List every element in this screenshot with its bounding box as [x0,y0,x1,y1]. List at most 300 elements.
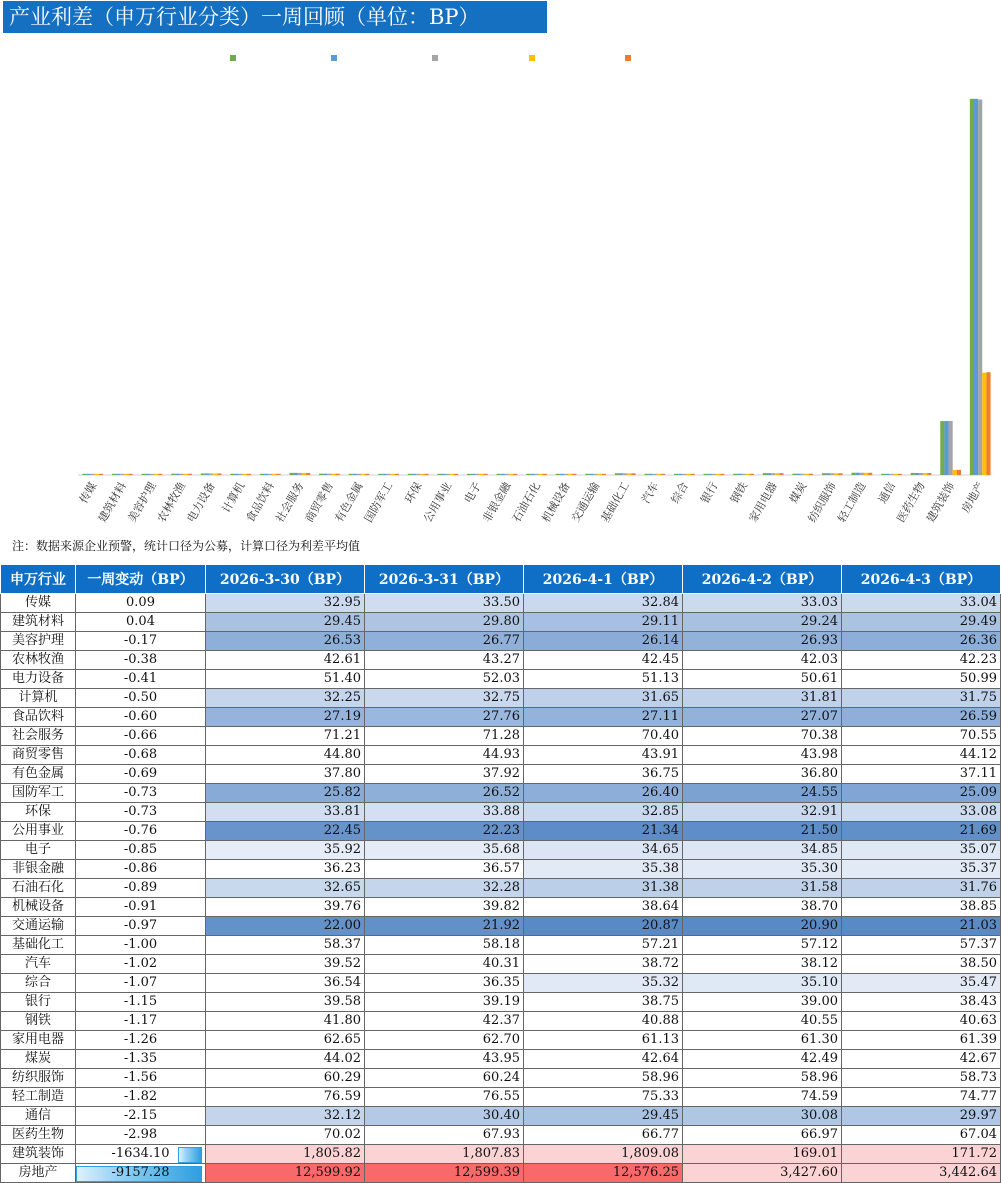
cell-date-2: 32.75 [365,689,524,708]
change-value: -0.73 [123,804,158,819]
cell-date-4: 34.85 [683,841,842,860]
bar-1 [171,474,175,475]
cell-date-4: 39.00 [683,993,842,1012]
cell-date-5: 38.43 [842,993,1001,1012]
cell-industry: 公用事业 [1,822,76,841]
cell-date-1: 32.65 [206,879,365,898]
cell-week-change [76,1145,206,1164]
bar-4 [923,473,927,475]
change-value: -1.02 [123,956,158,971]
cell-industry: 银行 [1,993,76,1012]
bar-1 [378,474,382,475]
bar-4 [479,474,483,475]
bar-5 [809,474,813,475]
bar-4 [302,473,306,475]
bar-2 [234,474,238,475]
cell-date-1: 39.76 [206,898,365,917]
cell-date-4: 58.96 [683,1069,842,1088]
x-tick-label: 钢铁 [727,480,751,506]
bar-3 [564,474,568,475]
cell-industry: 非银金融 [1,860,76,879]
bar-2 [797,474,801,475]
cell-date-4: 21.50 [683,822,842,841]
cell-date-2: 67.93 [365,1126,524,1145]
cell-date-3: 32.84 [524,594,683,613]
x-tick-label: 电子 [461,480,484,506]
cell-date-2: 33.88 [365,803,524,822]
cell-date-1: 26.53 [206,632,365,651]
cell-date-1: 22.45 [206,822,365,841]
change-value: -0.66 [123,728,158,743]
cell-date-4: 35.30 [683,860,842,879]
cell-date-4: 42.49 [683,1050,842,1069]
header-industry: 申万行业 [1,565,76,594]
bar-3 [416,474,420,475]
cell-industry: 汽车 [1,955,76,974]
bar-5 [424,474,428,475]
cell-week-change [76,727,206,746]
cell-date-2: 52.03 [365,670,524,689]
cell-week-change [76,1126,206,1145]
cell-industry: 煤炭 [1,1050,76,1069]
change-data-bar [178,1147,202,1163]
table-row [1,632,1001,651]
cell-date-3: 51.13 [524,670,683,689]
bar-3 [919,473,923,475]
bar-5 [306,473,310,475]
cell-date-5: 38.85 [842,898,1001,917]
bar-4 [657,474,661,475]
bar-2 [944,421,948,475]
x-tick-label: 电力设备 [184,480,218,525]
change-value: -1.35 [123,1051,158,1066]
bar-4 [716,474,720,475]
bar-1 [644,474,648,475]
x-tick-label: 煤炭 [787,480,810,506]
cell-date-3: 35.32 [524,974,683,993]
bar-4 [332,474,336,475]
x-tick-label: 农林牧渔 [154,480,189,525]
bar-2 [146,474,150,475]
change-value: -0.68 [123,747,158,762]
bar-1 [82,474,86,475]
bar-1 [526,474,530,475]
cell-date-1: 37.80 [206,765,365,784]
cell-date-2: 36.57 [365,860,524,879]
table-row [1,594,1001,613]
bar-5 [336,474,340,475]
cell-date-4: 3,427.60 [683,1164,842,1183]
cell-date-4: 57.12 [683,936,842,955]
bar-4 [539,474,543,475]
cell-week-change [76,784,206,803]
source-note: 注：数据来源企业预警，统计口径为公募，计算口径为利差平均值 [12,539,361,553]
x-tick-label: 石油石化 [509,480,544,525]
bar-4 [361,474,365,475]
table-row [1,1164,1001,1183]
cell-week-change [76,594,206,613]
bar-3 [239,474,243,475]
cell-week-change [76,1050,206,1069]
cell-date-4: 35.10 [683,974,842,993]
x-tick-label: 计算机 [219,480,248,516]
table-row [1,879,1001,898]
change-value: -1634.10 [111,1146,170,1161]
cell-week-change [76,1031,206,1050]
table-body [1,594,1001,1183]
cell-date-4: 42.03 [683,651,842,670]
change-value: -2.98 [123,1127,158,1142]
bar-1 [142,474,146,475]
change-value: -0.73 [123,785,158,800]
cell-week-change [76,803,206,822]
cell-industry: 商贸零售 [1,746,76,765]
bar-5 [365,474,369,475]
bar-3 [327,474,331,475]
x-tick-label: 轻工制造 [835,480,869,525]
change-value: 0.04 [126,614,155,629]
cell-week-change [76,1012,206,1031]
change-value: -0.97 [123,918,158,933]
bar-1 [230,474,234,475]
bar-4 [864,473,868,475]
cell-industry: 建筑材料 [1,613,76,632]
table-row [1,860,1001,879]
bar-2 [737,474,741,475]
bar-2 [560,474,564,475]
cell-date-3: 20.87 [524,917,683,936]
x-tick-label: 机械设备 [539,480,573,525]
bar-3 [179,474,183,475]
cell-week-change [76,822,206,841]
bar-5 [957,470,961,475]
bar-1 [704,474,708,475]
change-value: -1.82 [123,1089,158,1104]
cell-date-5: 21.03 [842,917,1001,936]
bar-2 [205,473,209,475]
bar-2 [323,474,327,475]
bar-1 [911,473,915,475]
cell-date-4: 31.58 [683,879,842,898]
cell-date-4: 29.24 [683,613,842,632]
cell-date-2: 26.52 [365,784,524,803]
bar-2 [175,474,179,475]
cell-date-5: 31.76 [842,879,1001,898]
x-tick-label: 银行 [698,480,721,506]
change-value: -0.86 [123,861,158,876]
cell-date-4: 36.80 [683,765,842,784]
table-row [1,765,1001,784]
bar-1 [585,474,589,475]
cell-date-5: 3,442.64 [842,1164,1001,1183]
bar-3 [150,474,154,475]
bar-2 [412,474,416,475]
bar-2 [530,474,534,475]
cell-date-5: 26.59 [842,708,1001,727]
bar-5 [986,372,990,475]
cell-date-4: 38.12 [683,955,842,974]
change-value: 0.09 [126,595,155,610]
table-row [1,746,1001,765]
cell-date-5: 31.75 [842,689,1001,708]
cell-date-4: 30.08 [683,1107,842,1126]
bar-1 [319,474,323,475]
table-header-row [1,565,1001,594]
x-tick-label: 综合 [668,480,692,506]
cell-date-3: 26.40 [524,784,683,803]
cell-date-2: 22.23 [365,822,524,841]
cell-date-5: 35.47 [842,974,1001,993]
cell-date-5: 29.49 [842,613,1001,632]
bar-4 [834,473,838,475]
header-date-5: 2026-4-3（BP） [842,565,1001,594]
cell-week-change [76,1088,206,1107]
cell-industry: 钢铁 [1,1012,76,1031]
bar-4 [154,474,158,475]
x-tick-label: 基础化工 [598,480,632,525]
bar-2 [885,474,889,475]
cell-date-3: 38.75 [524,993,683,1012]
cell-date-5: 38.50 [842,955,1001,974]
cell-date-1: 70.02 [206,1126,365,1145]
change-value: -0.50 [123,690,158,705]
bar-3 [534,474,538,475]
cell-date-3: 34.65 [524,841,683,860]
cell-date-3: 43.91 [524,746,683,765]
x-tick-label: 公用事业 [421,480,455,525]
bar-1 [852,473,856,475]
legend-swatch [230,55,236,61]
cell-date-5: 35.37 [842,860,1001,879]
bar-1 [881,474,885,475]
bar-2 [264,474,268,475]
cell-date-2: 1,807.83 [365,1145,524,1164]
bar-5 [158,474,162,475]
cell-date-2: 43.27 [365,651,524,670]
cell-date-5: 40.63 [842,1012,1001,1031]
bar-2 [619,473,623,475]
cell-week-change [76,1069,206,1088]
bar-3 [268,474,272,475]
bar-5 [99,474,103,475]
cell-date-4: 66.97 [683,1126,842,1145]
cell-date-2: 27.76 [365,708,524,727]
cell-date-3: 66.77 [524,1126,683,1145]
cell-date-2: 32.28 [365,879,524,898]
table-row [1,898,1001,917]
cell-date-3: 40.88 [524,1012,683,1031]
cell-date-4: 61.30 [683,1031,842,1050]
cell-date-3: 38.72 [524,955,683,974]
bar-3 [623,473,627,475]
cell-date-1: 62.65 [206,1031,365,1050]
cell-industry: 医药生物 [1,1126,76,1145]
cell-date-2: 30.40 [365,1107,524,1126]
change-value: -1.56 [123,1070,158,1085]
cell-date-1: 22.00 [206,917,365,936]
cell-date-3: 29.11 [524,613,683,632]
cell-date-1: 33.81 [206,803,365,822]
cell-industry: 建筑装饰 [1,1145,76,1164]
bar-1 [408,474,412,475]
cell-week-change [76,670,206,689]
cell-industry: 农林牧渔 [1,651,76,670]
bar-5 [247,474,251,475]
cell-date-2: 71.28 [365,727,524,746]
cell-date-4: 43.98 [683,746,842,765]
change-value: -0.60 [123,709,158,724]
bar-4 [746,474,750,475]
x-tick-label: 通信 [875,480,899,506]
bar-3 [860,473,864,475]
change-value: -1.07 [123,975,158,990]
cell-date-1: 44.02 [206,1050,365,1069]
bar-1 [763,473,767,475]
cell-industry: 食品饮料 [1,708,76,727]
cell-date-3: 29.45 [524,1107,683,1126]
x-tick-label: 食品饮料 [243,480,277,525]
x-tick-label: 汽车 [639,480,662,506]
cell-week-change [76,860,206,879]
cell-week-change [76,936,206,955]
cell-week-change [76,898,206,917]
cell-date-2: 12,599.39 [365,1164,524,1183]
cell-industry: 石油石化 [1,879,76,898]
bar-5 [720,474,724,475]
cell-date-5: 67.04 [842,1126,1001,1145]
bar-1 [970,99,974,475]
header-date-1: 2026-3-30（BP） [206,565,365,594]
bar-5 [927,473,931,475]
bar-4 [894,474,898,475]
bar-1 [792,474,796,475]
cell-date-5: 26.36 [842,632,1001,651]
cell-date-1: 12,599.92 [206,1164,365,1183]
bar-4 [627,473,631,475]
bar-5 [395,474,399,475]
bar-2 [708,474,712,475]
x-tick-label: 商贸零售 [302,480,337,525]
table-row [1,613,1001,632]
bar-5 [631,473,635,475]
bar-2 [442,474,446,475]
legend-swatch [331,55,337,61]
bar-3 [298,473,302,475]
header-date-2: 2026-3-31（BP） [365,565,524,594]
bar-2 [353,474,357,475]
bar-4 [775,473,779,475]
bar-1 [822,473,826,475]
cell-date-2: 21.92 [365,917,524,936]
cell-date-3: 32.85 [524,803,683,822]
cell-date-4: 26.93 [683,632,842,651]
cell-date-4: 20.90 [683,917,842,936]
bar-3 [978,100,982,475]
bar-2 [471,474,475,475]
cell-industry: 社会服务 [1,727,76,746]
cell-date-5: 50.99 [842,670,1001,689]
cell-industry: 通信 [1,1107,76,1126]
bar-3 [830,473,834,475]
cell-week-change [76,651,206,670]
cell-date-3: 26.14 [524,632,683,651]
bar-4 [391,474,395,475]
cell-industry: 综合 [1,974,76,993]
cell-date-4: 40.55 [683,1012,842,1031]
spread-table [0,564,1001,1183]
cell-week-change [76,689,206,708]
cell-date-2: 36.35 [365,974,524,993]
x-tick-label: 非银金融 [480,479,514,525]
bar-3 [594,474,598,475]
table-row [1,1050,1001,1069]
cell-date-1: 41.80 [206,1012,365,1031]
cell-date-4: 74.59 [683,1088,842,1107]
cell-date-5: 21.69 [842,822,1001,841]
cell-week-change [76,746,206,765]
bar-4 [95,474,99,475]
change-value: -1.26 [123,1032,158,1047]
bar-1 [201,473,205,475]
bar-5 [691,474,695,475]
cell-date-2: 58.18 [365,936,524,955]
bar-1 [112,474,116,475]
cell-date-1: 60.29 [206,1069,365,1088]
bar-3 [949,421,953,475]
table-row [1,917,1001,936]
cell-week-change [76,1107,206,1126]
x-tick-label: 建筑材料 [95,480,129,525]
cell-date-3: 38.64 [524,898,683,917]
cell-date-3: 42.45 [524,651,683,670]
cell-week-change [76,974,206,993]
change-value: -0.76 [123,823,158,838]
bar-5 [750,474,754,475]
table-row [1,727,1001,746]
cell-date-5: 25.09 [842,784,1001,803]
cell-date-3: 31.65 [524,689,683,708]
cell-industry: 有色金属 [1,765,76,784]
bar-4 [243,474,247,475]
cell-date-2: 42.37 [365,1012,524,1031]
bar-3 [712,474,716,475]
cell-date-2: 35.68 [365,841,524,860]
x-tick-label: 医药生物 [894,480,928,525]
cell-date-1: 27.19 [206,708,365,727]
cell-date-2: 37.92 [365,765,524,784]
cell-date-5: 42.67 [842,1050,1001,1069]
cell-date-4: 50.61 [683,670,842,689]
x-tick-label: 建筑装饰 [923,480,958,525]
cell-date-3: 57.21 [524,936,683,955]
cell-date-1: 39.52 [206,955,365,974]
bar-1 [497,474,501,475]
cell-date-2: 26.77 [365,632,524,651]
bar-3 [120,474,124,475]
bar-4 [982,373,986,475]
cell-date-5: 171.72 [842,1145,1001,1164]
cell-date-5: 61.39 [842,1031,1001,1050]
bar-4 [953,470,957,475]
cell-week-change [76,841,206,860]
bar-3 [387,474,391,475]
cell-industry: 房地产 [1,1164,76,1183]
bar-5 [454,474,458,475]
cell-date-1: 36.54 [206,974,365,993]
change-value: -0.69 [123,766,158,781]
cell-date-5: 42.23 [842,651,1001,670]
cell-industry: 电子 [1,841,76,860]
